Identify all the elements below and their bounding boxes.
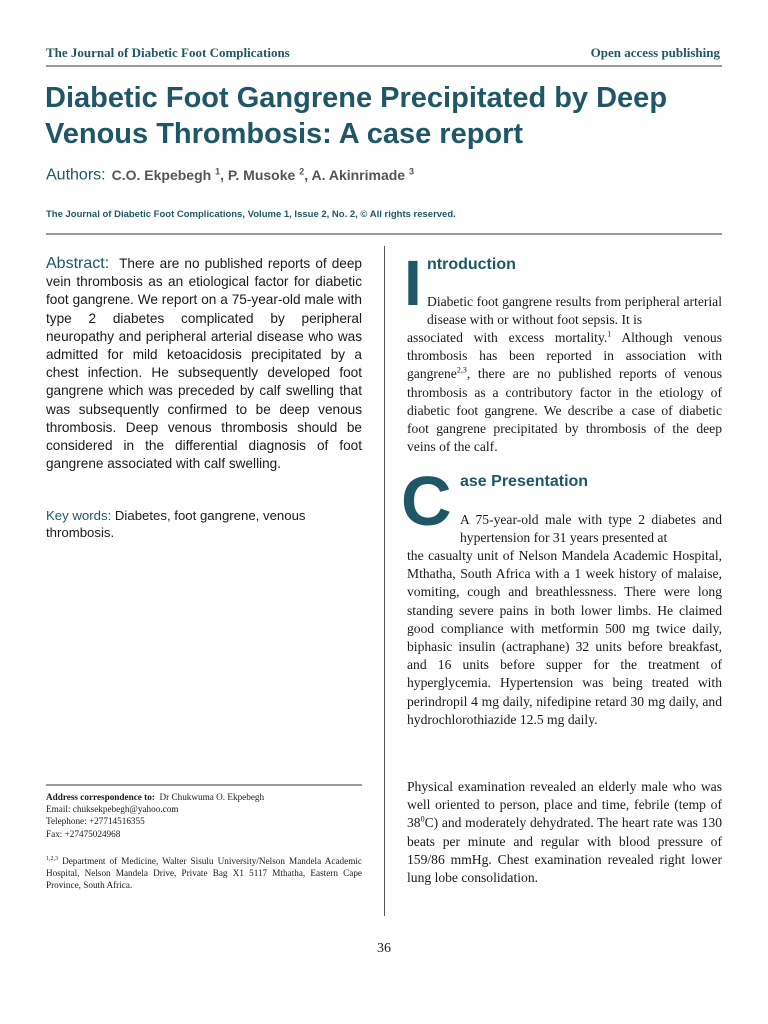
- authors: [46, 166, 414, 185]
- article-title: [45, 80, 745, 152]
- journal-citation: The Journal of Diabetic Foot Complications, Volume 1, Issue 2, No. 2, © All rights reserved.: [46, 209, 456, 220]
- journal-header: The Journal of Diabetic Foot Complications: [46, 45, 290, 60]
- correspondence: Address correspondence to: Dr Chukwuma O. Ekpebegh Email: chuksekpebegh@yahoo.com Telephone: +27714516355 Fax: +27475024968: [46, 791, 362, 840]
- column-divider: [384, 246, 385, 916]
- examination-paragraph: Physical examination revealed an elderly male who was well oriented to person, place and time, febrile (temp of $38^0C$) and moderately dehydrated. The heart rate was 130 beats per minute and regular with blood pressure of 159/86 mmHg. Chest examination revealed right lower lung lobe consolidation.: [407, 779, 722, 886]
- correspondence-fax: Fax: +27475024968: [46, 828, 121, 839]
- case-dropcap: C: [401, 462, 452, 540]
- case-paragraph: the casualty unit of Nelson Mandela Academic Hospital, Mthatha, South Africa with a 1 week history of malaise, vomiting, cough and breathlessness. There were long standing severe pains in both lower limbs. He claimed good compliance with metformin 500 mg twice daily, biphasic insulin (actraphane) 32 units before breakfast, and 16 units before supper for the treatment of hyperglycemia. Hypertension was being treated with perindropil 4 mg daily, nifedipine retard 30 mg daily, and hydrochlorothiazide 12.5 mg daily.: [407, 548, 722, 727]
- header-rule: [46, 233, 722, 235]
- correspondence-email: Email: chuksekpebegh@yahoo.com: [46, 804, 179, 815]
- top-rule: [46, 65, 722, 67]
- abstract-text: There are no published reports of deep vein thrombosis as an etiological factor for diabetic foot gangrene. We report on a 75-year-old male with type 2 diabetes complicated by peripheral neuropathy and peripheral arterial disease who was admitted for mild ketoacidosis precipitated by a chest infection. He subsequently developed foot gangrene which was preceded by calf swelling that was subsequently confirmed to be deep venous thrombosis. Deep venous thrombosis should be considered in the differential diagnosis of foot gangrene associated with calf swelling.: [46, 256, 362, 472]
- keywords-text: Diabetes, foot gangrene, venous thrombosis.: [46, 508, 306, 540]
- case-presentation-heading: ase Presentation: [460, 473, 589, 490]
- affiliation: $^{1,2,3}$ Department of Medicine, Walter Sisulu University/Nelson Mandela Academic Hospital, Nelson Mandela Drive, Private Bag X1 5117 Mthatha, Eastern Cape Province, South Africa.: [46, 856, 363, 891]
- open-access-label: Open access publishing: [590, 45, 720, 60]
- case-paragraph-start: A 75-year-old male with type 2 diabetes and hypertension for 31 years presented at: [460, 512, 722, 546]
- title-line-1: Diabetic Foot Gangrene Precipitated by Deep: [45, 82, 668, 114]
- introduction-paragraph: associated with excess mortality.$^1$ Although venous thrombosis has been reported in association with gangrene$^{2,3}$, there are no published reports of venous thrombosis as a contributory factor in the etiology of diabetic foot gangrene. We describe a case of diabetic foot gangrene precipitated by thrombosis of the deep veins of the calf.: [407, 329, 722, 455]
- footnote-rule: [46, 784, 362, 786]
- author-names: C.O. Ekpebegh $^1$, P. Musoke $^2$, A. Akinrimade $^3$: [111, 166, 414, 183]
- introduction-dropcap: I: [404, 247, 422, 319]
- correspondence-telephone: Telephone: +27714516355: [46, 816, 145, 827]
- keywords-label: Key words:: [46, 508, 112, 523]
- keywords: [46, 507, 362, 541]
- introduction-heading: ntroduction: [427, 256, 516, 273]
- title-line-2: Venous Thrombosis: A case report: [45, 118, 524, 150]
- page-number: 36: [377, 941, 391, 956]
- abstract: [46, 255, 362, 473]
- abstract-label: Abstract:: [46, 255, 110, 272]
- authors-label: Authors:: [46, 166, 106, 184]
- introduction-paragraph-start: Diabetic foot gangrene results from peripheral arterial disease with or without foot sepsis. It is: [427, 294, 722, 328]
